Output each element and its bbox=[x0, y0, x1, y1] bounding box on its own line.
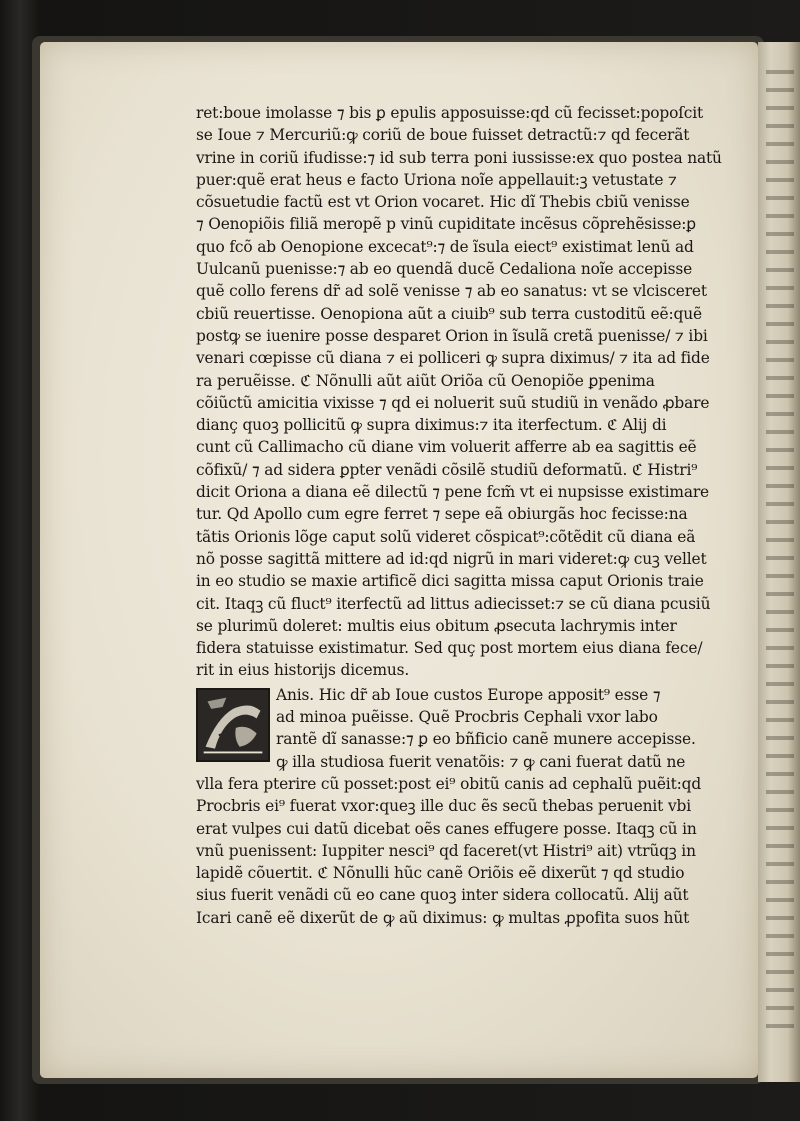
paragraph-canis bbox=[196, 684, 722, 773]
text-line: se plurimũ doleret: multis eius obitum ꝓsecuta lachrymis inter bbox=[196, 616, 677, 635]
text-line: Procbris ei⁹ fuerat vxor:queꝫ ille duc ẽs secũ thebas peruenit vbi bbox=[196, 797, 691, 816]
text-line: Icari canẽ eẽ dixerũt de ꝙ aũ diximus: ꝙ multas ꝓpofita suos hũt bbox=[196, 908, 690, 927]
text-line: fidera statuisse existimatur. Sed quç post mortem eius diana fece/ bbox=[196, 639, 703, 658]
text-line: ad minoa puẽisse. Quẽ Procbris Cephali vxor labo bbox=[276, 708, 658, 727]
text-line: tãtis Orionis lõge caput solũ videret cõspicat⁹:cõtẽdit cũ diana eã bbox=[196, 527, 696, 546]
text-column bbox=[196, 102, 722, 929]
text-line: venari cœpisse cũ diana ⁊ ei polliceri ꝙ supra diximus/ ⁊ ita ad fide bbox=[196, 349, 710, 368]
text-line: dicit Oriona a diana eẽ dilectũ ⁊ pene fcm̃ vt ei nupsisse existimare bbox=[196, 483, 710, 502]
text-line: vlla fera pterire cũ posset:post ei⁹ obitũ canis ad cephalũ puẽit:qd bbox=[196, 774, 702, 793]
text-line: tur. Qd Apollo cum egre ferret ⁊ sepe eã obiurgãs hoc fecisse:na bbox=[196, 505, 688, 524]
text-line: rantẽ dĩ sanasse:⁊ ꝑ eo bñficio canẽ munere accepisse. bbox=[276, 730, 696, 749]
text-line: Uulcanũ puenisse:⁊ ab eo quendã ducẽ Cedaliona noĩe accepisse bbox=[196, 260, 693, 279]
text-line: cõfixũ/ ⁊ ad sidera ꝑpter venãdi cõsilẽ studiũ deformatũ. ℭ Histri⁹ bbox=[196, 460, 698, 479]
text-line: quo fcõ ab Oenopione excecat⁹:⁊ de ĩsula eiect⁹ existimat lenũ ad bbox=[196, 237, 694, 256]
text-line: cbiũ reuertisse. Oenopiona aũt a ciuib⁹ sub terra custoditũ eẽ:quẽ bbox=[196, 304, 702, 323]
text-line: cit. Itaqꝫ cũ fluct⁹ iterfectũ ad littus adiecisset:⁊ se cũ diana pcusiũ bbox=[196, 594, 711, 613]
text-line: rit in eius historijs dicemus. bbox=[196, 661, 410, 680]
paragraph-canis-continued bbox=[196, 773, 722, 929]
text-line: se Ioue ⁊ Mercuriũ:ꝙ coriũ de boue fuisset detractũ:⁊ qd fecerãt bbox=[196, 126, 690, 145]
paragraph-orion bbox=[196, 102, 722, 682]
text-line: cõiũctũ amicitia vixisse ⁊ qd ei noluerit suũ studiũ in venãdo ꝓbare bbox=[196, 393, 710, 412]
text-line: ret:boue imolasse ⁊ bis ꝑ epulis apposuisse:qd cũ fecisset:popoſcit bbox=[196, 104, 704, 122]
text-line: ꝙ illa studiosa fuerit venatõis: ⁊ ꝙ cani fuerat datũ ne bbox=[276, 752, 686, 771]
text-line: ⁊ Oenopiõis filiã meropẽ p vinũ cupiditate incẽsus cõprehẽsisse:ꝑ bbox=[196, 215, 696, 234]
text-line: puer:quẽ erat heus e facto Uriona noĩe appellauit:ꝫ vetustate ⁊ bbox=[196, 170, 677, 189]
text-line: sius fuerit venãdi cũ eo cane quoꝫ inter sidera collocatũ. Alij aũt bbox=[196, 886, 689, 905]
text-line: postꝙ se iuenire posse desparet Orion in ĩsulã cretã puenisse/ ⁊ ibi bbox=[196, 326, 708, 345]
text-line: lapidẽ cõuertit. ℭ Nõnulli hũc canẽ Oriõis eẽ dixerũt ⁊ qd studio bbox=[196, 864, 685, 883]
text-line: in eo studio se maxie artificẽ dici sagitta missa caput Orionis traie bbox=[196, 572, 704, 591]
text-line: quẽ collo ferens dr̃ ad solẽ venisse ⁊ ab eo sanatus: vt se vlcisceret bbox=[196, 282, 707, 301]
text-line: vrine in coriũ ifudisse:⁊ id sub terra poni iussisse:ex quo postea natũ bbox=[196, 148, 722, 167]
text-line: dianç quoꝫ pollicitũ ꝙ supra diximus:⁊ ita iterfectum. ℭ Alij di bbox=[196, 416, 667, 435]
text-line: cunt cũ Callimacho cũ diane vim voluerit afferre ab ea sagittis eẽ bbox=[196, 438, 697, 457]
text-line: erat vulpes cui datũ dicebat oẽs canes effugere posse. Itaqꝫ cũ in bbox=[196, 819, 697, 838]
text-line: Anis. Hic dr̃ ab Ioue custos Europe apposit⁹ esse ⁊ bbox=[276, 685, 661, 704]
adjacent-page-text bbox=[766, 70, 794, 1030]
text-line: nõ posse sagittã mittere ad id:qd nigrũ in mari videret:ꝙ cuꝫ vellet bbox=[196, 549, 707, 568]
text-line: vnũ puenissent: Iuppiter nesci⁹ qd faceret(vt Histri⁹ ait) vtrũqꝫ in bbox=[196, 841, 696, 860]
initial-lines bbox=[196, 684, 722, 773]
text-line: cõsuetudie factũ est vt Orion vocaret. Hic dĩ Thebis cbiũ venisse bbox=[196, 193, 690, 212]
text-line: ra peruẽisse. ℭ Nõnulli aũt aiũt Oriõa cũ Oenopiõe ꝑpenima bbox=[196, 371, 655, 390]
woodcut-initial-c bbox=[196, 688, 270, 762]
